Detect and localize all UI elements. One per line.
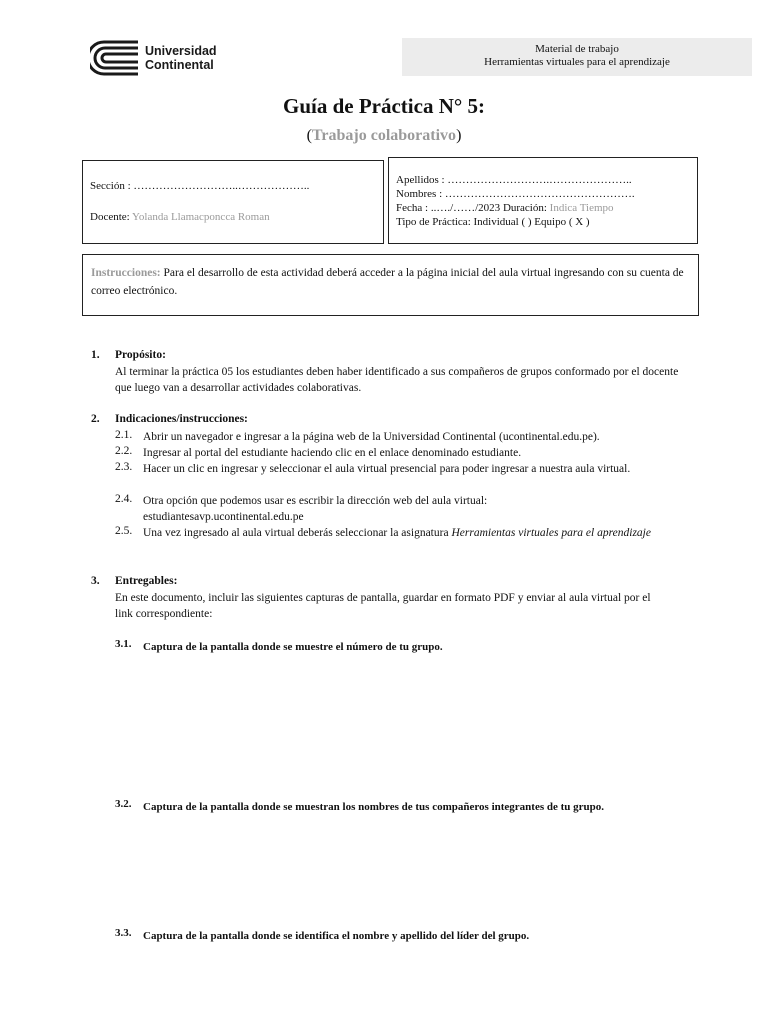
subtitle-open-paren: ( bbox=[306, 127, 312, 144]
seccion-label: Sección bbox=[90, 180, 125, 192]
tipo-practica-field: Tipo de Práctica: Individual ( ) Equipo ( X ) bbox=[396, 216, 590, 228]
item-2-3-text: Hacer un clic en ingresar y seleccionar el aula virtual presencial para poder ingresar a nuestra aula virtual. bbox=[143, 463, 631, 475]
item-2-1-number: 2.1. bbox=[115, 429, 133, 441]
apellidos-field: Apellidos : ……………………….………………….. bbox=[396, 174, 632, 186]
capture-3-3-text: Captura de la pantalla donde se identifica el nombre y apellido del líder del grupo. bbox=[143, 930, 530, 942]
page-subtitle bbox=[0, 127, 768, 145]
item-2-2-text: Ingresar al portal del estudiante haciendo clic en el enlace denominado estudiante. bbox=[143, 447, 522, 459]
docente-field bbox=[90, 211, 270, 223]
section-3-number: 3. bbox=[91, 575, 100, 587]
instructions-box bbox=[82, 254, 699, 316]
material-line-2: Herramientas virtuales para el aprendizaje bbox=[484, 56, 670, 68]
seccion-value: : ………………………..……………….. bbox=[124, 180, 310, 192]
item-2-3-number: 2.3. bbox=[115, 461, 133, 473]
continental-logo-icon bbox=[90, 40, 140, 76]
section-2-title: Indicaciones/instrucciones: bbox=[115, 413, 248, 425]
university-logo bbox=[90, 40, 240, 80]
duracion-label: Duración: bbox=[502, 202, 547, 214]
seccion-field bbox=[90, 180, 309, 192]
fecha-duracion-field bbox=[396, 202, 614, 214]
material-header-box bbox=[402, 38, 752, 76]
section-1-text: Al terminar la práctica 05 los estudiantes deben haber identificado a sus compañeros de grupos conformado por el docente que luego van a desarrollar actividades colaborativas. bbox=[115, 366, 679, 394]
capture-3-2-text: Captura de la pantalla donde se muestran los nombres de tus compañeros integrantes de tu grupo. bbox=[143, 801, 605, 813]
fecha-label: Fecha bbox=[396, 202, 423, 214]
docente-value: Yolanda Llamacponcca Roman bbox=[129, 211, 270, 223]
page-title: Guía de Práctica N° 5: bbox=[282, 94, 486, 118]
material-line-1: Material de trabajo bbox=[535, 43, 619, 55]
section-3-title: Entregables: bbox=[115, 575, 178, 587]
item-2-1-text: Abrir un navegador e ingresar a la página web de la Universidad Continental (ucontinental.edu.pe). bbox=[143, 431, 600, 443]
item-2-5-text bbox=[143, 525, 663, 541]
fecha-value: : ..…./……/2023 bbox=[422, 202, 503, 214]
section-teacher-box bbox=[82, 160, 384, 244]
student-info-box bbox=[388, 157, 698, 244]
item-2-5-course-name: Herramientas virtuales para el aprendizaje bbox=[451, 527, 651, 539]
subtitle-text: Trabajo colaborativo bbox=[311, 127, 457, 144]
instructions-text: Para el desarrollo de esta actividad deberá acceder a la página inicial del aula virtual ingresando con su cuenta de correo electrónico. bbox=[91, 267, 684, 297]
item-2-4-number: 2.4. bbox=[115, 493, 133, 505]
docente-label: Docente: bbox=[90, 211, 130, 223]
section-1-number: 1. bbox=[91, 349, 100, 361]
logo-text bbox=[145, 44, 217, 72]
section-3-text: En este documento, incluir las siguientes capturas de pantalla, guardar en formato PDF y enviar al aula virtual por el link correspondiente: bbox=[115, 592, 651, 620]
capture-3-3-number: 3.3. bbox=[115, 927, 132, 939]
capture-3-1-number: 3.1. bbox=[115, 638, 132, 650]
logo-line-1: Universidad bbox=[145, 44, 217, 58]
instructions-label: Instrucciones: bbox=[91, 267, 161, 279]
duracion-value: Indica Tiempo bbox=[546, 202, 614, 214]
item-2-2-number: 2.2. bbox=[115, 445, 133, 457]
nombres-field: Nombres : ……………………………………………. bbox=[396, 188, 635, 200]
logo-line-2: Continental bbox=[145, 58, 214, 72]
subtitle-close-paren: ) bbox=[456, 127, 462, 144]
section-1-title: Propósito: bbox=[115, 349, 166, 361]
item-2-4-text: Otra opción que podemos usar es escribir la dirección web del aula virtual: estudiantesavp.ucontinental.edu.pe bbox=[143, 495, 488, 523]
item-2-5-text-plain: Una vez ingresado al aula virtual deberás seleccionar la asignatura bbox=[143, 527, 452, 539]
capture-3-2-number: 3.2. bbox=[115, 798, 132, 810]
section-2-number: 2. bbox=[91, 413, 100, 425]
capture-3-1-text: Captura de la pantalla donde se muestre el número de tu grupo. bbox=[143, 641, 443, 653]
item-2-5-number: 2.5. bbox=[115, 525, 133, 537]
